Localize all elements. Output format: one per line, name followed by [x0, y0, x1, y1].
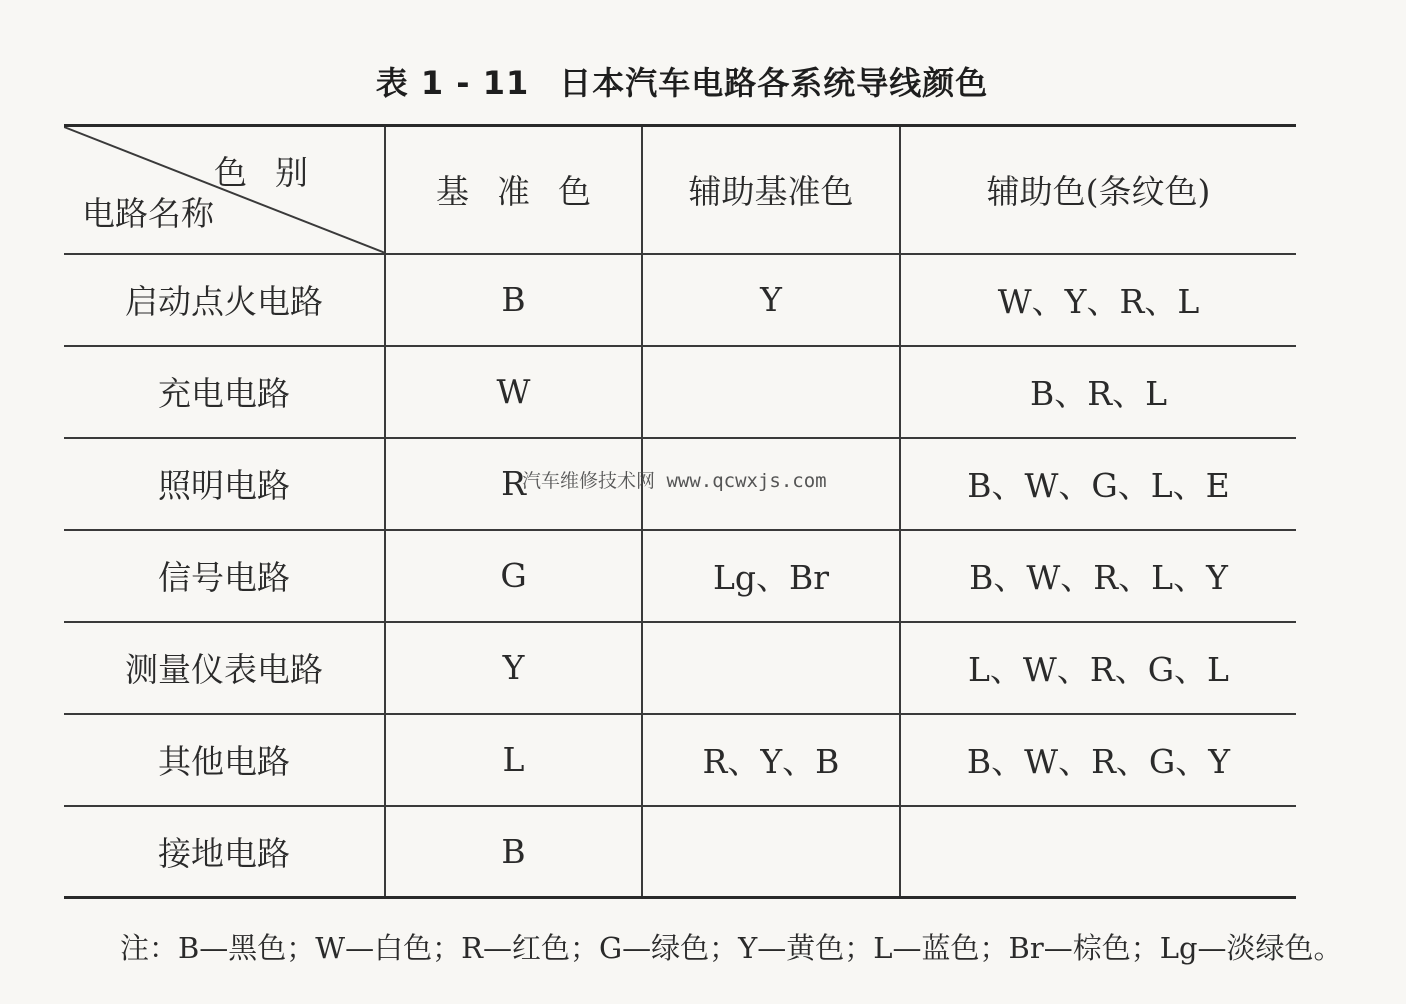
- aux-color-cell: B、W、G、L、E: [900, 438, 1296, 530]
- table-caption: 日本汽车电路各系统导线颜色: [559, 64, 989, 102]
- aux-color-cell: W、Y、R、L: [900, 254, 1296, 346]
- wire-color-table: [64, 124, 1296, 899]
- table-row: [64, 254, 1296, 346]
- circuit-name-cell: 接地电路: [64, 806, 385, 898]
- base-color-cell: W: [385, 346, 642, 438]
- table-number: 表 1 - 11: [375, 64, 530, 102]
- table-header-row: [64, 126, 1296, 254]
- base-color-cell: B: [385, 254, 642, 346]
- table-row: [64, 806, 1296, 898]
- header-aux-color: 辅助色(条纹色): [900, 126, 1296, 254]
- corner-circuit-label: 电路名称: [82, 193, 214, 233]
- aux-base-color-cell: Lg、Br: [642, 530, 900, 622]
- aux-base-color-cell: [642, 806, 900, 898]
- aux-base-color-cell: R、Y、B: [642, 714, 900, 806]
- table-row: [64, 346, 1296, 438]
- table-row: [64, 714, 1296, 806]
- aux-color-cell: [900, 806, 1296, 898]
- header-base-color-label: 基准色: [436, 172, 619, 212]
- circuit-name-cell: 启动点火电路: [64, 254, 385, 346]
- aux-color-cell: L、W、R、G、L: [900, 622, 1296, 714]
- table-title: [0, 58, 1364, 104]
- aux-color-cell: B、W、R、G、Y: [900, 714, 1296, 806]
- corner-header-cell: [64, 126, 385, 254]
- circuit-name-cell: 测量仪表电路: [64, 622, 385, 714]
- header-base-color: [385, 126, 642, 254]
- aux-base-color-cell: [642, 622, 900, 714]
- circuit-name-cell: 充电电路: [64, 346, 385, 438]
- base-color-cell: B: [385, 806, 642, 898]
- circuit-name-cell: 信号电路: [64, 530, 385, 622]
- header-aux-base-color: 辅助基准色: [642, 126, 900, 254]
- circuit-name-cell: 其他电路: [64, 714, 385, 806]
- aux-color-cell: B、W、R、L、Y: [900, 530, 1296, 622]
- watermark-text: 汽车维修技术网 www.qcwxjs.com: [522, 470, 827, 492]
- base-color-cell: G: [385, 530, 642, 622]
- base-color-cell: Y: [385, 622, 642, 714]
- circuit-name-cell: 照明电路: [64, 438, 385, 530]
- aux-base-color-cell: [642, 346, 900, 438]
- base-color-cell: L: [385, 714, 642, 806]
- table-row: [64, 530, 1296, 622]
- corner-color-label: 色别: [214, 153, 336, 192]
- table-footnote: 注：B—黑色；W—白色；R—红色；G—绿色；Y—黄色；L—蓝色；Br—棕色；Lg—淡绿色。: [120, 931, 1343, 965]
- base-color-cell: R: [385, 438, 642, 530]
- aux-base-color-cell: Y: [642, 254, 900, 346]
- table-row: [64, 622, 1296, 714]
- aux-color-cell: B、R、L: [900, 346, 1296, 438]
